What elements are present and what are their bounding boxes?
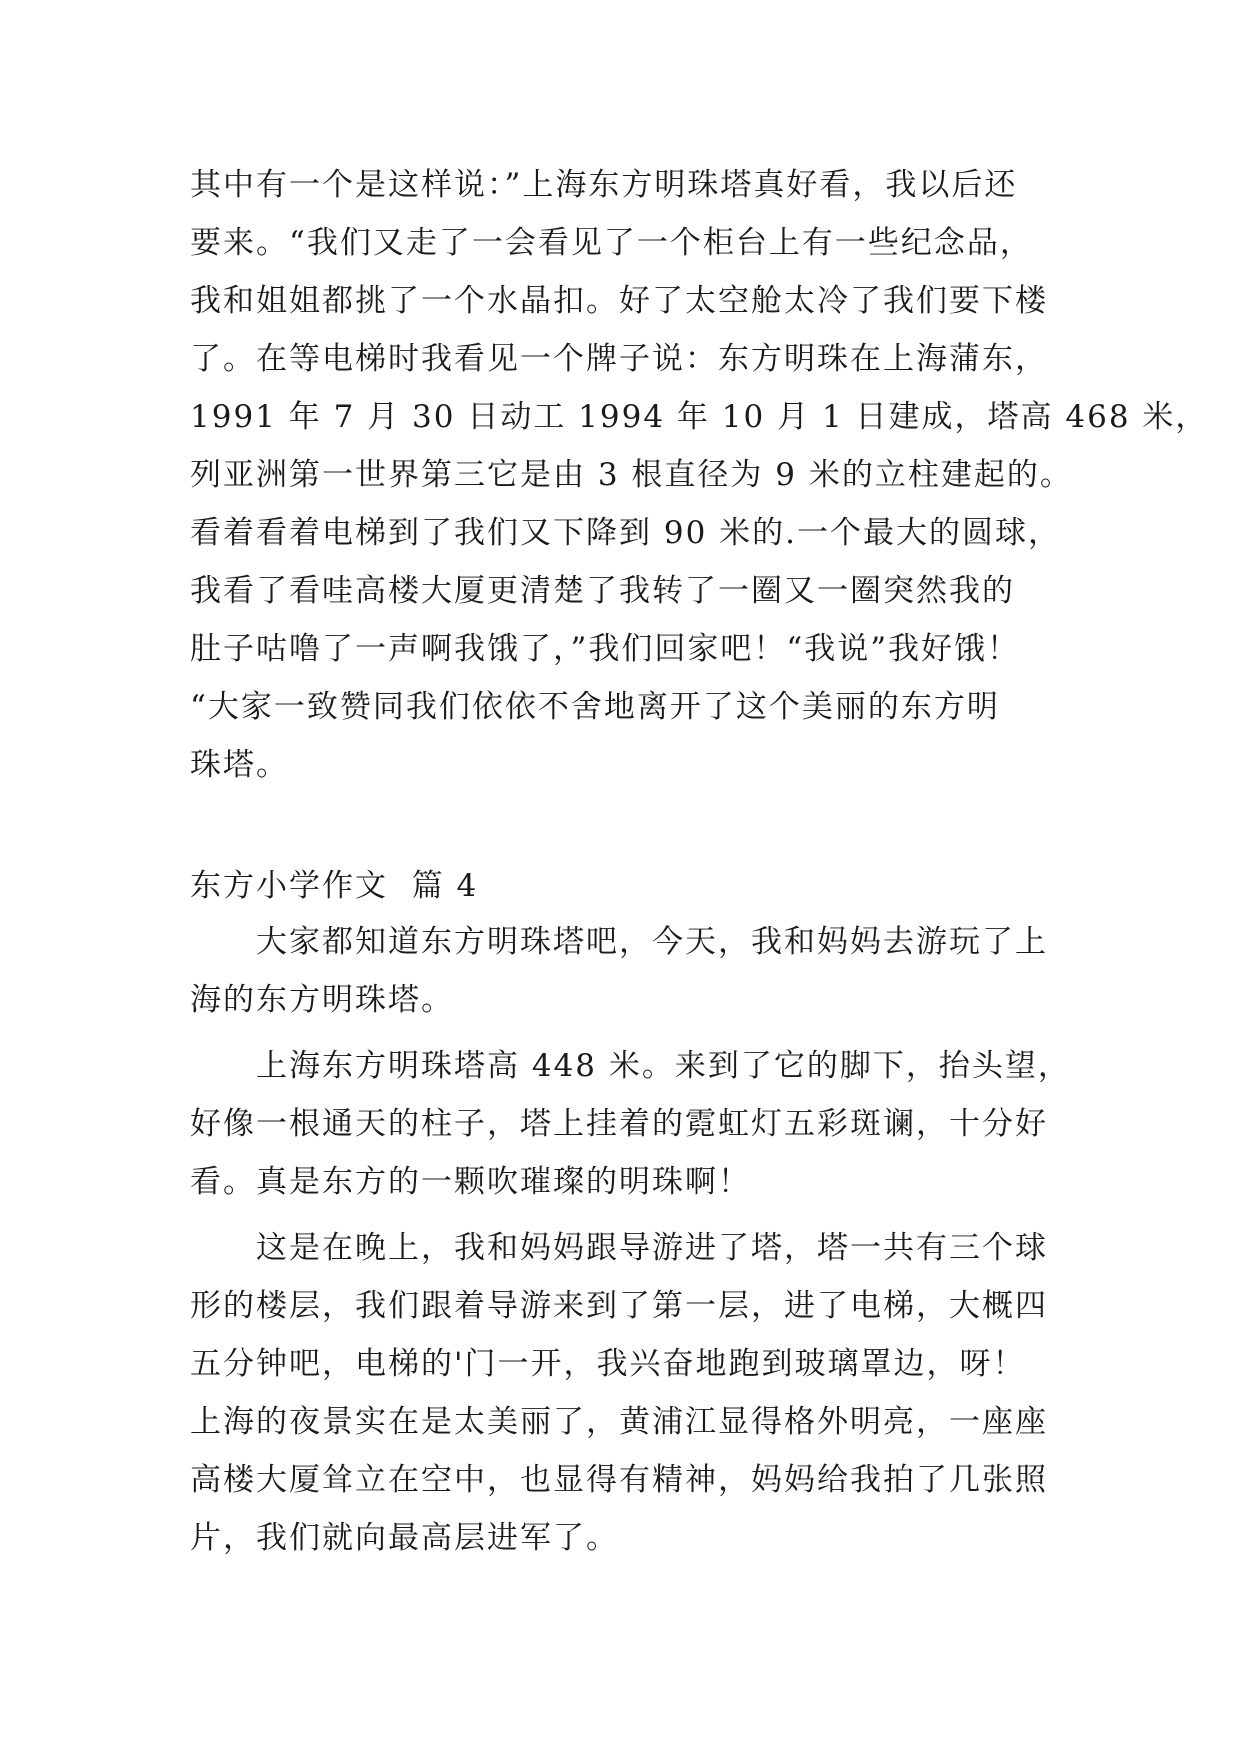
text-line: 上海东方明珠塔高 448 米。来到了它的脚下，抬头望，	[256, 1048, 1071, 1084]
text-line: 上海的夜景实在是太美丽了，黄浦江显得格外明亮，一座座	[190, 1404, 1048, 1440]
continued-paragraph	[190, 156, 1209, 794]
text-line: 形的楼层，我们跟着导游来到了第一层，进了电梯，大概四	[190, 1288, 1048, 1324]
paragraph-2	[190, 1037, 1070, 1211]
text-line: 肚子咕噜了一声啊我饿了，”我们回家吧！“我说”我好饿！	[190, 631, 1021, 667]
text-line: 珠塔。	[190, 747, 289, 783]
text-line: 其中有一个是这样说：”上海东方明珠塔真好看，我以后还	[190, 167, 1018, 203]
text-line: 列亚洲第一世界第三它是由 3 根直径为 9 米的立柱建起的。	[190, 457, 1073, 493]
text-line: 好像一根通天的柱子，塔上挂着的霓虹灯五彩斑谰，十分好	[190, 1106, 1048, 1142]
text-line: 了。在等电梯时我看见一个牌子说：东方明珠在上海蒲东，	[190, 341, 1048, 377]
text-line: 五分钟吧，电梯的'门一开，我兴奋地跑到玻璃罩边，呀！	[190, 1346, 1026, 1382]
text-line: 1991 年 7 月 30 日动工 1994 年 10 月 1 日建成，塔高 468 米，	[190, 399, 1209, 435]
text-line: 片，我们就向最高层进军了。	[190, 1520, 619, 1556]
paragraph-3	[190, 1219, 1070, 1567]
text-line: 看。真是东方的一颗吹璀璨的明珠啊！	[190, 1164, 751, 1200]
section-heading	[190, 857, 1070, 915]
text-line: 看着看着电梯到了我们又下降到 90 米的.一个最大的圆球，	[190, 515, 1062, 551]
text-line: “大家一致赞同我们依依不舍地离开了这个美丽的东方明	[190, 689, 1000, 725]
text-line: 要来。“我们又走了一会看见了一个柜台上有一些纪念品，	[190, 225, 1033, 261]
text-line: 大家都知道东方明珠塔吧，今天，我和妈妈去游玩了上	[256, 924, 1048, 960]
paragraph-1	[190, 913, 1070, 1029]
text-line: 这是在晚上，我和妈妈跟导游进了塔，塔一共有三个球	[256, 1230, 1048, 1266]
text-line: 高楼大厦耸立在空中，也显得有精神，妈妈给我拍了几张照	[190, 1462, 1048, 1498]
section-heading-text: 东方小学作文 篇 4	[190, 868, 479, 904]
text-line: 我看了看哇高楼大厦更清楚了我转了一圈又一圈突然我的	[190, 573, 1015, 609]
text-line: 我和姐姐都挑了一个水晶扣。好了太空舱太冷了我们要下楼	[190, 283, 1048, 319]
text-line: 海的东方明珠塔。	[190, 982, 454, 1018]
